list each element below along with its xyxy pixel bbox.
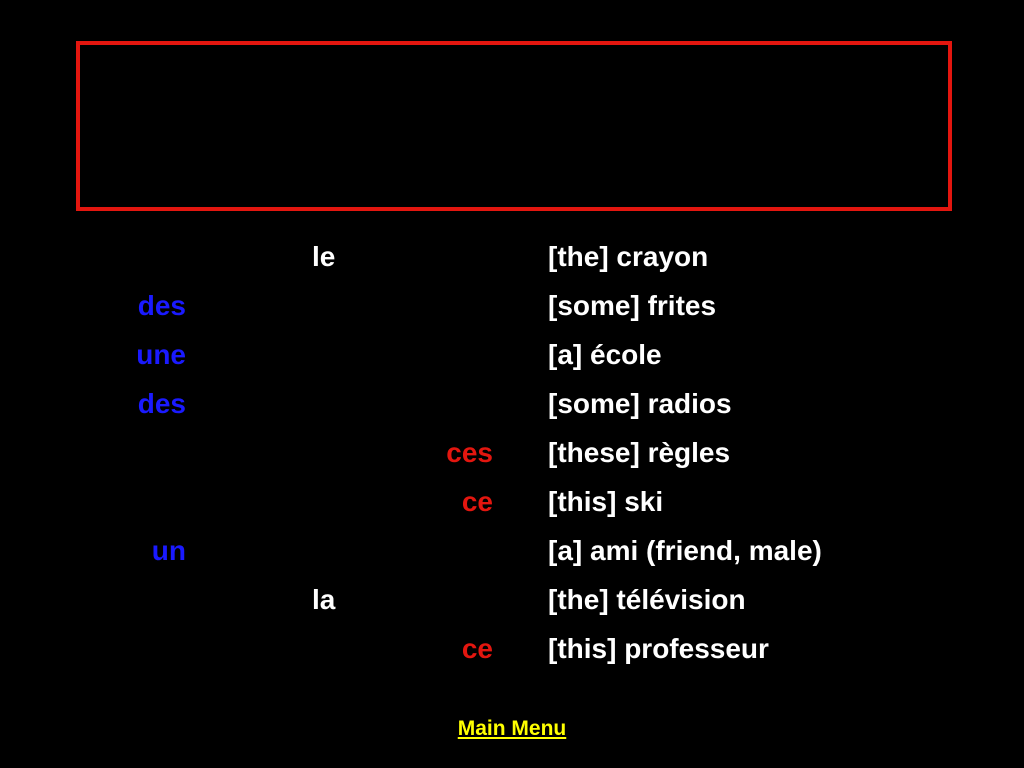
indefinite-article: des: [137, 388, 186, 419]
indefinite-article: un: [151, 535, 186, 566]
table-row: [0, 527, 1024, 576]
demonstrative-article: ce: [461, 633, 493, 664]
table-row: [0, 331, 1024, 380]
noun-phrase: [some] frites: [548, 290, 717, 321]
noun-phrase: [some] radios: [548, 388, 732, 419]
article-table: [0, 233, 1024, 674]
table-row: [0, 625, 1024, 674]
noun-phrase: [this] professeur: [548, 633, 769, 664]
table-row: [0, 233, 1024, 282]
definite-article: la: [312, 584, 336, 615]
noun-phrase: [a] école: [548, 339, 662, 370]
footer-nav: [0, 715, 1024, 743]
demonstrative-article: ces: [446, 437, 493, 468]
noun-phrase: [a] ami (friend, male): [548, 535, 822, 566]
table-row: [0, 380, 1024, 429]
table-row: [0, 478, 1024, 527]
noun-phrase: [these] règles: [548, 437, 731, 468]
title-frame: [76, 41, 952, 211]
indefinite-article: des: [137, 290, 186, 321]
demonstrative-article: ce: [461, 486, 493, 517]
indefinite-article: une: [136, 339, 186, 370]
table-row: [0, 282, 1024, 331]
table-row: [0, 429, 1024, 478]
noun-phrase: [this] ski: [548, 486, 664, 517]
noun-phrase: [the] crayon: [548, 241, 709, 272]
main-menu-link[interactable]: Main Menu: [457, 717, 567, 740]
noun-phrase: [the] télévision: [548, 584, 746, 615]
table-row: [0, 576, 1024, 625]
definite-article: le: [312, 241, 336, 272]
